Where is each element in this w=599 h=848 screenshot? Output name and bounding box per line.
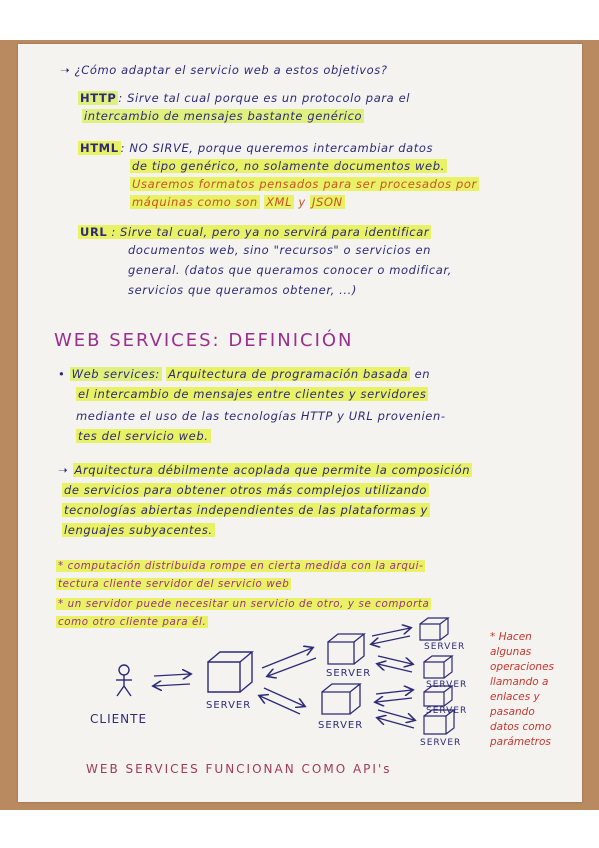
definition-bullet-1-line-4: tes del servicio web. (78, 429, 209, 443)
http-line-1: HTTP : Sirve tal cual porque es un protocolo para el (80, 91, 411, 105)
http-line-2: intercambio de mensajes bastante genérico (84, 109, 363, 123)
client-stick-figure-icon (116, 665, 132, 696)
note-2-line-2: como otro cliente para él. (58, 616, 207, 628)
client-server-arrows (154, 674, 190, 686)
url-line-3: general. (datos que queramos conocer o modificar, (128, 263, 452, 277)
note-2-line-1: * un servidor puede necesitar un servicio de otro, y se comporta (58, 598, 430, 610)
arrow-bullet-icon: ➝ (58, 463, 73, 477)
html-line-2: de tipo genérico, no solamente documentos web. (132, 159, 445, 173)
note-1-line-1: * computación distribuida rompe en cierta medida con la arqui- (58, 560, 424, 572)
bullet-icon: • (58, 367, 70, 381)
intro-question: ➝ ¿Cómo adaptar el servicio web a estos objetivos? (60, 63, 388, 77)
server-label-3: SERVER (318, 720, 364, 731)
http-label: HTTP (80, 91, 117, 105)
definition-bullet-2-line-1: ➝ Arquitectura débilmente acoplada que permite la composición (58, 463, 471, 477)
url-line-4: servicios que queramos obtener, ...) (128, 283, 357, 297)
url-label: URL (80, 225, 108, 239)
server-cube-2-icon (328, 634, 364, 664)
server-cube-5-icon (424, 656, 452, 678)
html-line-1: HTML : NO SIRVE, porque queremos intercambiar datos (80, 141, 434, 155)
url-line-2: documentos web, sino "recursos" o servicios en (128, 243, 432, 257)
definition-bullet-2-line-4: lenguajes subyacentes. (64, 523, 213, 537)
footer-statement: WEB SERVICES FUNCIONAN COMO API's (86, 762, 392, 776)
arrow-bullet-icon: ➝ (60, 63, 75, 77)
section-title: WEB SERVICES: DEFINICIÓN (54, 330, 354, 351)
client-label: CLIENTE (90, 712, 148, 726)
definition-bullet-2-line-3: tecnologías abiertas independientes de las plataformas y (64, 503, 428, 517)
note-1-line-2: tectura cliente servidor del servicio web (58, 578, 290, 590)
server-label-main: SERVER (206, 700, 252, 711)
definition-bullet-1-line-2: el intercambio de mensajes entre clientes y servidores (78, 387, 427, 401)
server-label-4: SERVER (424, 642, 466, 652)
side-note: * Hacen algunas operaciones llamando a enlaces y pasando datos como parámetros (490, 631, 554, 748)
server-label-5: SERVER (426, 680, 468, 690)
html-line-3: Usaremos formatos pensados para ser procesados por (132, 177, 477, 191)
definition-bullet-1-line-3: mediante el uso de las tecnologías HTTP y URL provenien- (76, 409, 446, 423)
server-label-7: SERVER (420, 738, 462, 748)
html-label: HTML (80, 141, 119, 155)
server-cube-3-icon (322, 684, 360, 714)
server-label-2: SERVER (326, 668, 372, 679)
main-server-cube-icon (208, 652, 252, 692)
server-cube-4-icon (420, 618, 448, 640)
definition-bullet-2-line-2: de servicios para obtener otros más complejos utilizando (64, 483, 428, 497)
url-line-1: URL : Sirve tal cual, pero ya no servirá para identificar (80, 225, 430, 239)
server-label-6: SERVER (426, 706, 468, 716)
definition-bullet-1-line-1: • Web services: Arquitectura de programación basada en (58, 367, 431, 381)
html-line-4: máquinas como son XML y JSON (132, 195, 343, 209)
